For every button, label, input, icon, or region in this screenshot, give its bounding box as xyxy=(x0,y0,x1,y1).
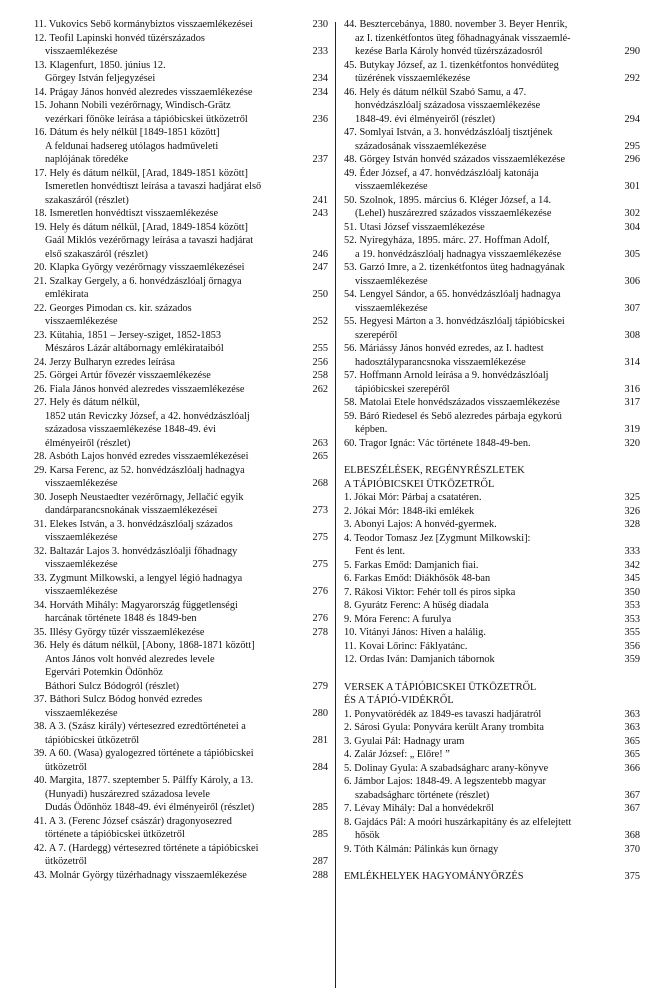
section-heading-poems xyxy=(344,681,640,708)
toc-entry-text: 12. Teofil Lapinski honvéd tüzérszázados xyxy=(34,32,205,44)
toc-entry xyxy=(344,708,640,722)
page-number: 342 xyxy=(624,559,640,571)
page-number: 290 xyxy=(624,46,640,57)
toc-entry xyxy=(344,735,640,749)
toc-entry-text: 9. Móra Ferenc: A furulya xyxy=(344,613,452,625)
page-number: 304 xyxy=(624,221,640,233)
toc-entry xyxy=(34,32,328,59)
toc-entry-text: naplójának töredéke xyxy=(45,154,129,165)
toc-entry-text: 7. Lévay Mihály: Dal a honvédekről xyxy=(344,803,494,814)
page-number: 276 xyxy=(312,613,328,624)
page-number: 294 xyxy=(624,113,640,125)
page-number: 281 xyxy=(312,734,328,746)
toc-entry xyxy=(34,383,328,397)
toc-entry xyxy=(344,437,640,451)
page-number: 280 xyxy=(312,707,328,719)
toc-entry-text: 27. Hely és dátum nélkül, xyxy=(34,397,140,408)
toc-entry-text: Fent és lent. xyxy=(355,546,406,557)
page-number: 250 xyxy=(312,289,328,300)
page-number: 316 xyxy=(624,383,640,395)
toc-entry-text: visszaemlékezése xyxy=(355,275,428,287)
toc-entry-text: 21. Szalkay Gergely, a 6. honvédzászlóalj őrnagya xyxy=(34,275,242,287)
toc-entry-text: 48. Görgey István honvéd százados visszaemlékezése xyxy=(344,154,566,165)
toc-entry-text: 6. Farkas Emőd: Diákhősök 48-ban xyxy=(344,573,491,584)
section-heading-stories xyxy=(344,464,640,491)
toc-entry xyxy=(34,261,328,275)
toc-entry-text: 40. Margita, 1877. szeptember 5. Pálffy Károly, a 13. xyxy=(34,775,254,786)
page-number: 296 xyxy=(624,154,640,165)
page-number: 314 xyxy=(624,356,640,368)
toc-entry-text: 5. Farkas Emőd: Damjanich fiai. xyxy=(344,559,479,571)
toc-entry xyxy=(344,315,640,342)
toc-entry-text: ütközetről xyxy=(45,761,87,773)
toc-entry-text: szakaszáról (részlet) xyxy=(45,194,129,206)
toc-entry-text: (Lehel) huszárezred százados visszaemlékezése xyxy=(355,208,552,219)
toc-entry-text: 43. Molnár György tüzérhadnagy visszaemlékezése xyxy=(34,869,247,881)
page-number: 353 xyxy=(624,600,640,611)
page-number: 302 xyxy=(624,208,640,219)
toc-entry xyxy=(344,626,640,640)
page-number: 275 xyxy=(312,559,328,570)
toc-entry xyxy=(344,369,640,396)
toc-entry-text: (Hunyadi) huszárezred századosa levele xyxy=(45,788,210,800)
toc-entry-text: 4. Zalár József: „ Előre! ” xyxy=(344,749,450,760)
toc-entry-text: Egervári Potemkin Ödönhöz xyxy=(45,667,163,678)
toc-entry xyxy=(344,194,640,221)
toc-entry-text: 58. Matolai Etele honvédszázados visszaemlékezése xyxy=(344,397,560,408)
toc-entry-text: Gaál Miklós vezérőrnagy leírása a tavaszi hadjárat xyxy=(45,235,254,246)
toc-entry-text: tüzérének visszaemlékezése xyxy=(355,73,471,84)
page-number: 368 xyxy=(624,830,640,841)
page-number: 345 xyxy=(624,573,640,584)
page-number: 366 xyxy=(624,762,640,774)
toc-entry-text: 11. Vukovics Sebő kormánybiztos visszaemlékezései xyxy=(34,19,253,30)
toc-entry-text: honvédzászlóalj századosa visszaemlékezése xyxy=(355,100,541,111)
toc-entry xyxy=(34,302,328,329)
toc-entry-text: emlékirata xyxy=(45,289,89,300)
toc-entry-text: 15. Johann Nobili vezérőrnagy, Windisch-Grätz xyxy=(34,100,231,111)
toc-entry-text: 19. Hely és dátum nélkül, [Arad, 1849-1854 között] xyxy=(34,221,248,233)
toc-left-column xyxy=(34,18,328,882)
toc-entry-text: 38. A 3. (Szász király) vértesezred ezredtörténetei a xyxy=(34,721,246,732)
page-number: 284 xyxy=(312,761,328,773)
toc-entry xyxy=(34,275,328,302)
toc-entry-text: 36. Hely és dátum nélkül, [Abony, 1868-1871 között] xyxy=(34,640,255,651)
toc-entries-poems xyxy=(344,708,640,857)
toc-entry-text: 46. Hely és dátum nélkül Szabó Samu, a 47. xyxy=(344,86,527,98)
toc-entry xyxy=(34,221,328,262)
toc-entry-text: 5. Dolinay Gyula: A szabadságharc arany-könyve xyxy=(344,762,549,774)
toc-entry xyxy=(34,491,328,518)
toc-entry xyxy=(344,762,640,776)
toc-entry-text: Ismeretlen honvédtiszt leírása a tavaszi hadjárat első xyxy=(45,181,262,192)
section-heading-line: EMLÉKHELYEK HAGYOMÁNYŐRZÉS xyxy=(344,871,524,882)
toc-entry xyxy=(34,86,328,100)
toc-entry-text: visszaemlékezése xyxy=(45,316,118,327)
toc-entry-text: 2. Jókai Mór: 1848-iki emlékek xyxy=(344,505,475,517)
toc-entry xyxy=(344,59,640,86)
toc-entry-text: 10. Vitányi János: Híven a halálig. xyxy=(344,627,486,638)
toc-entry-text: 1852 után Reviczky József, a 42. honvédzászlóalj xyxy=(45,410,250,422)
toc-entry-text: 24. Jerzy Bulharyn ezredes leírása xyxy=(34,356,175,368)
toc-entry xyxy=(34,18,328,32)
toc-entry-text: 59. Báró Riedesel és Sebő alezredes párbaja egykorú xyxy=(344,410,562,422)
toc-entry-text: 17. Hely és dátum nélkül, [Arad, 1849-1851 között] xyxy=(34,167,248,179)
toc-entry-text: visszaemlékezése xyxy=(355,302,428,314)
toc-entry-text: Antos János volt honvéd alezredes levele xyxy=(45,653,215,665)
page-number: 246 xyxy=(312,248,328,260)
toc-entry-text: 25. Görgei Artúr fővezér visszaemlékezése xyxy=(34,370,211,381)
column-divider xyxy=(335,22,336,988)
toc-entry-text: a 19. honvédzászlóalj hadnagya visszaemlékezése xyxy=(355,248,562,260)
toc-entry xyxy=(34,167,328,208)
toc-entry-text: 44. Besztercebánya, 1880. november 3. Beyer Henrik, xyxy=(344,19,568,30)
toc-entry-text: 12. Ordas Iván: Damjanich tábornok xyxy=(344,654,495,665)
toc-entry-text: 56. Máriássy János honvéd ezredes, az I. hadtest xyxy=(344,343,544,354)
toc-entry xyxy=(34,869,328,883)
toc-entry xyxy=(344,221,640,235)
page-number: 268 xyxy=(312,478,328,489)
toc-entry-text: Báthori Sulcz Bódogról (részlet) xyxy=(45,680,180,692)
section-heading-line: ELBESZÉLÉSEK, REGÉNYRÉSZLETEK xyxy=(344,465,525,476)
page-number: 236 xyxy=(312,113,328,125)
page-number: 258 xyxy=(312,370,328,381)
toc-entry xyxy=(34,99,328,126)
toc-entry xyxy=(344,572,640,586)
toc-entry-text: visszaemlékezése xyxy=(355,181,428,192)
section-heading-memorials xyxy=(344,870,640,884)
toc-entry xyxy=(344,288,640,315)
toc-entry xyxy=(34,720,328,747)
page-number: 333 xyxy=(624,546,640,557)
toc-entry-text: 7. Rákosi Viktor: Fehér toll és piros sipka xyxy=(344,586,516,598)
toc-entry xyxy=(34,572,328,599)
toc-entry-text: 1. Ponyvatörédék az 1849-es tavaszi hadjáratról xyxy=(344,708,542,720)
page-number: 319 xyxy=(624,424,640,435)
toc-entry-text: 60. Tragor Ignác: Vác története 1848-49-ben. xyxy=(344,437,531,449)
toc-entry xyxy=(34,693,328,720)
toc-entry-text: az I. tizenkétfontos üteg főhadnagyának visszaemlé- xyxy=(355,32,571,44)
toc-entry-text: 35. Illésy György tüzér visszaemlékezése xyxy=(34,626,205,638)
page-number: 255 xyxy=(312,343,328,354)
toc-entry-text: visszaemlékezése xyxy=(45,559,118,570)
toc-entry xyxy=(344,640,640,654)
toc-entry-text: 23. Kütahia, 1851 – Jersey-sziget, 1852-1853 xyxy=(34,329,222,341)
page-number: 295 xyxy=(624,140,640,152)
toc-entry-text: 28. Asbóth Lajos honvéd ezredes visszaemlékezései xyxy=(34,451,249,462)
toc-entry-text: 52. Nyíregyháza, 1895. márc. 27. Hoffman Adolf, xyxy=(344,235,550,246)
toc-entry-text: 37. Báthori Sulcz Bódog honvéd ezredes xyxy=(34,694,203,705)
toc-entry xyxy=(34,356,328,370)
toc-entry-text: tápióbicskei ütközetről xyxy=(45,734,140,746)
toc-entry-text: A feldunai hadsereg utólagos hadműveleti xyxy=(45,140,219,152)
page-number: 292 xyxy=(624,73,640,84)
page-number: 256 xyxy=(312,356,328,368)
toc-entry-text: hősök xyxy=(355,830,380,841)
page-number: 367 xyxy=(624,789,640,801)
page-number: 233 xyxy=(312,46,328,57)
toc-entries-stories xyxy=(344,491,640,667)
toc-entry-text: 47. Somlyai István, a 3. honvédzászlóalj tisztjének xyxy=(344,127,553,138)
toc-entry xyxy=(344,653,640,667)
toc-entry-text: visszaemlékezése xyxy=(45,586,118,597)
toc-entry-text: 9. Tóth Kálmán: Pálinkás kun őrnagy xyxy=(344,843,499,855)
toc-entry xyxy=(34,126,328,167)
toc-entry-text: 57. Hoffmann Arnold leírása a 9. honvédzászlóalj xyxy=(344,370,549,381)
toc-entry xyxy=(344,599,640,613)
toc-entry-text: 26. Fiala János honvéd alezredes visszaemlékezése xyxy=(34,383,245,395)
toc-entry xyxy=(34,815,328,842)
toc-entry xyxy=(34,626,328,640)
toc-entry-text: története a tápióbicskei ütközetről xyxy=(45,829,185,840)
toc-entry-text: 6. Jámbor Lajos: 1848-49. A legszentebb magyar xyxy=(344,776,546,787)
section-heading-line: ÉS A TÁPIÓ-VIDÉKRŐL xyxy=(344,695,454,706)
toc-entry xyxy=(344,126,640,153)
toc-entry-text: szabadságharc története (részlet) xyxy=(355,789,490,801)
toc-entry-text: 31. Elekes István, a 3. honvédzászlóalj százados xyxy=(34,518,233,530)
page-number: 301 xyxy=(624,181,640,192)
page-number: 278 xyxy=(312,626,328,638)
page-number: 273 xyxy=(312,505,328,516)
toc-entry-text: Dudás Ödönhöz 1848-49. évi élményeiről (részlet) xyxy=(45,802,255,813)
toc-entry xyxy=(34,599,328,626)
toc-entry-text: tápióbicskei szerepéről xyxy=(355,383,450,395)
page-number: 237 xyxy=(312,154,328,165)
toc-entry xyxy=(344,532,640,559)
page-number: 356 xyxy=(624,640,640,652)
toc-entry-text: 55. Hegyesi Márton a 3. honvédzászlóalj tápióbicskei xyxy=(344,316,565,327)
page-number: 317 xyxy=(624,397,640,408)
toc-entry-text: századosának visszaemlékezése xyxy=(355,140,487,152)
toc-entry-text: 2. Sárosi Gyula: Ponyvára került Arany trombita xyxy=(344,722,544,733)
page-number: 252 xyxy=(312,316,328,327)
toc-entry-text: visszaemlékezése xyxy=(45,707,118,719)
toc-entry xyxy=(344,613,640,627)
toc-entry-text: 16. Dátum és hely nélkül [1849-1851 között] xyxy=(34,127,220,138)
toc-entry xyxy=(34,450,328,464)
page-number: 275 xyxy=(312,532,328,543)
toc-entry xyxy=(344,518,640,532)
toc-entry-text: 53. Garzó Imre, a 2. tizenkétfontos üteg hadnagyának xyxy=(344,262,565,273)
page-number: 359 xyxy=(624,654,640,665)
page-number: 279 xyxy=(312,680,328,692)
toc-entry xyxy=(344,775,640,802)
page-number: 365 xyxy=(624,749,640,760)
toc-entry-text: 33. Zygmunt Milkowski, a lengyel légió hadnagya xyxy=(34,572,243,584)
toc-entry-text: első szakaszáról (részlet) xyxy=(45,248,148,260)
page-number: 241 xyxy=(312,194,328,206)
toc-entry-text: 3. Gyulai Pál: Hadnagy uram xyxy=(344,735,465,747)
toc-entry xyxy=(344,261,640,288)
toc-entry-text: 3. Abonyi Lajos: A honvéd-gyermek. xyxy=(344,519,497,530)
toc-entry-text: Görgey István feljegyzései xyxy=(45,73,156,84)
toc-entry-text: hadosztályparancsnoka visszaemlékezése xyxy=(355,356,526,368)
toc-entry-text: 45. Butykay József, az 1. tizenkétfontos honvédüteg xyxy=(344,59,559,71)
toc-entry xyxy=(344,342,640,369)
toc-entry-text: szerepéről xyxy=(355,329,398,341)
toc-entry xyxy=(344,234,640,261)
page-number: 367 xyxy=(624,803,640,814)
toc-entry xyxy=(34,464,328,491)
page-number: 353 xyxy=(624,613,640,625)
toc-entry-text: visszaemlékezése xyxy=(45,532,118,543)
page-number: 243 xyxy=(312,208,328,219)
toc-entry-text: 20. Klapka György vezérőrnagy visszaemlékezései xyxy=(34,262,245,273)
toc-entry-text: 51. Utasi József visszaemlékezése xyxy=(344,221,485,233)
toc-entry xyxy=(344,843,640,857)
toc-entry xyxy=(34,207,328,221)
toc-right-column xyxy=(344,18,640,884)
page-number: 307 xyxy=(624,302,640,314)
toc-entry xyxy=(34,545,328,572)
toc-entry xyxy=(344,505,640,519)
section-heading-line: A TÁPIÓBICSKEI ÜTKÖZETRŐL xyxy=(344,478,495,490)
page-number: 276 xyxy=(312,586,328,597)
toc-entry-text: 8. Gyurátz Ferenc: A hűség diadala xyxy=(344,600,489,611)
toc-entry-text: ütközetről xyxy=(45,856,87,867)
toc-entry-text: 18. Ismeretlen honvédtiszt visszaemlékezése xyxy=(34,208,219,219)
page-number: 370 xyxy=(624,843,640,855)
toc-entry-text: 39. A 60. (Wasa) gyalogezred története a tápióbicskei xyxy=(34,748,254,759)
page-number: 285 xyxy=(312,829,328,840)
toc-entry-text: vezérkari főnöke leírása a tápióbicskei ütközetről xyxy=(45,113,248,125)
toc-entry-text: élményeiről (részlet) xyxy=(45,437,131,449)
page-number: 306 xyxy=(624,275,640,287)
toc-entry xyxy=(34,396,328,450)
page-number: 325 xyxy=(624,492,640,503)
toc-entry-text: 8. Gajdács Pál: A moóri huszárkapitány és az elfelejtett xyxy=(344,816,572,828)
toc-entry xyxy=(344,86,640,127)
page-number: 234 xyxy=(312,86,328,98)
page-number: 365 xyxy=(624,735,640,747)
page-number: 247 xyxy=(312,262,328,273)
page-number: 363 xyxy=(624,722,640,733)
toc-entry-text: 42. A 7. (Hardegg) vértesezred története a tápióbicskei xyxy=(34,842,259,854)
toc-entry xyxy=(34,369,328,383)
toc-entry-text: visszaemlékezése xyxy=(45,46,118,57)
toc-entry-text: 54. Lengyel Sándor, a 65. honvédzászlóalj hadnagya xyxy=(344,289,561,300)
page-number: 288 xyxy=(312,869,328,881)
toc-entry xyxy=(344,491,640,505)
toc-entry xyxy=(34,59,328,86)
page-number: 328 xyxy=(624,519,640,530)
toc-entry xyxy=(34,774,328,815)
toc-entry xyxy=(344,816,640,843)
toc-entry-text: dandárparancsnokának visszaemlékezései xyxy=(45,505,218,516)
toc-entry xyxy=(344,586,640,600)
toc-entry-text: 32. Baltazár Lajos 3. honvédzászlóalji főhadnagy xyxy=(34,545,238,557)
toc-entry xyxy=(344,748,640,762)
toc-entry-text: harcának története 1848 és 1849-ben xyxy=(45,613,197,624)
page-number: 308 xyxy=(624,329,640,341)
page-number: 375 xyxy=(624,871,640,882)
toc-entry xyxy=(344,167,640,194)
toc-entry-text: századosa visszaemlékezése 1848-49. évi xyxy=(45,424,216,435)
toc-entry-text: 50. Szolnok, 1895. március 6. Kléger József, a 14. xyxy=(344,194,552,206)
toc-entry xyxy=(34,329,328,356)
toc-entry-text: 30. Joseph Neustaedter vezérőrnagy, Jellačić egyik xyxy=(34,491,244,503)
toc-entry-text: 1848-49. évi élményeiről (részlet) xyxy=(355,113,496,125)
page-number: 234 xyxy=(312,73,328,84)
toc-entry-text: 41. A 3. (Ferenc József császár) dragonyosezred xyxy=(34,815,232,827)
toc-entry-text: 14. Prágay János honvéd alezredes visszaemlékezése xyxy=(34,86,253,98)
page-number: 262 xyxy=(312,383,328,395)
toc-entry xyxy=(344,153,640,167)
toc-entry-text: 29. Karsa Ferenc, az 52. honvédzászlóalj hadnagya xyxy=(34,464,245,476)
toc-entry-text: visszaemlékezése xyxy=(45,478,118,489)
toc-entry-text: 13. Klagenfurt, 1850. június 12. xyxy=(34,59,166,71)
page-number: 287 xyxy=(312,856,328,867)
toc-entry xyxy=(344,410,640,437)
toc-entry-text: 4. Teodor Tomasz Jez [Zygmunt Milkowski]: xyxy=(344,532,531,544)
toc-entry-text: 22. Georges Pimodan cs. kir. százados xyxy=(34,302,192,314)
page-number: 355 xyxy=(624,627,640,638)
toc-entry xyxy=(34,639,328,693)
page-number: 305 xyxy=(624,248,640,260)
toc-entries-documents-continued xyxy=(344,18,640,450)
toc-entry-text: 34. Horváth Mihály: Magyarország függetlenségi xyxy=(34,599,238,611)
page-number: 263 xyxy=(312,437,328,449)
toc-entry xyxy=(34,747,328,774)
toc-entry xyxy=(344,802,640,816)
section-heading-line: VERSEK A TÁPIÓBICSKEI ÜTKÖZETRŐL xyxy=(344,681,537,693)
toc-entry xyxy=(344,721,640,735)
page-number: 285 xyxy=(312,802,328,813)
toc-entry xyxy=(34,518,328,545)
toc-entry-text: 11. Kovai Lőrinc: Fáklyatánc. xyxy=(344,640,468,652)
toc-entry-text: 49. Éder József, a 47. honvédzászlóalj katonája xyxy=(344,167,539,179)
toc-entry xyxy=(344,559,640,573)
page-number: 326 xyxy=(624,505,640,517)
page-number: 350 xyxy=(624,586,640,598)
toc-entry xyxy=(34,842,328,869)
toc-entry-text: képben. xyxy=(355,424,388,435)
toc-entry xyxy=(344,18,640,59)
toc-entry xyxy=(344,396,640,410)
toc-entry-text: kezése Barla Károly honvéd tüzérszázadosról xyxy=(355,46,543,57)
page-number: 320 xyxy=(624,437,640,449)
page-number: 265 xyxy=(312,451,328,462)
toc-entry-text: Mészáros Lázár altábornagy emlékirataiból xyxy=(45,343,224,354)
toc-entry-text: 1. Jókai Mór: Párbaj a csatatéren. xyxy=(344,492,482,503)
page-number: 230 xyxy=(312,19,328,30)
page-number: 363 xyxy=(624,708,640,720)
